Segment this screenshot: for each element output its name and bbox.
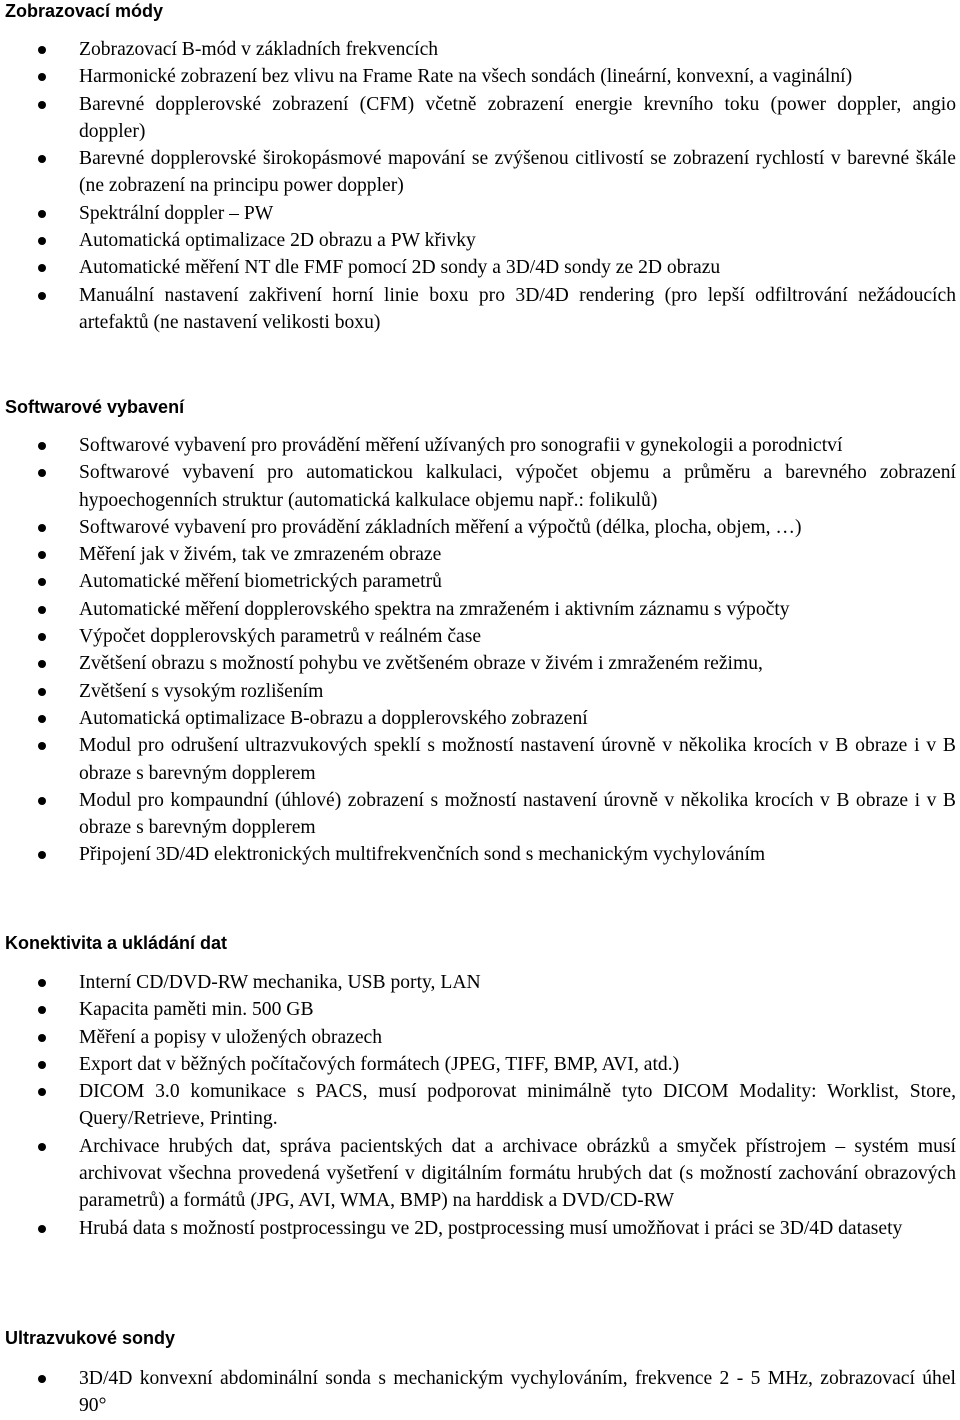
bullet-icon — [38, 660, 46, 668]
bullet-icon — [38, 688, 46, 696]
section-heading-connectivity: Konektivita a ukládání dat — [5, 933, 228, 953]
section-heading-probes: Ultrazvukové sondy — [5, 1328, 176, 1348]
list-item-text: Automatické měření biometrických parametrů — [79, 571, 442, 593]
list-item-text: Zvětšení obrazu s možností pohybu ve zvětšeném obraze v živém i zmraženém režimu, — [79, 653, 763, 675]
section-list-connectivity — [0, 969, 960, 1242]
list-item-text: Interní CD/DVD-RW mechanika, USB porty, LAN — [79, 972, 481, 993]
bullet-icon — [38, 1061, 46, 1069]
bullet-icon — [38, 210, 46, 218]
bullet-icon — [38, 797, 46, 805]
list-item-text: Automatická optimalizace B-obrazu a dopplerovského zobrazení — [79, 707, 588, 729]
bullet-icon — [38, 633, 46, 641]
bullet-icon — [38, 1143, 46, 1151]
bullet-icon — [38, 851, 46, 859]
list-item-text: Připojení 3D/4D elektronických multifrekvenčních sond s mechanickým vychylováním — [79, 844, 766, 866]
bullet-icon — [38, 578, 46, 586]
section-heading-display-modes: Zobrazovací módy — [5, 1, 164, 21]
list-item — [0, 227, 956, 254]
list-item-text: Spektrální doppler – PW — [79, 202, 274, 224]
list-item-text: Zvětšení s vysokým rozlišením — [79, 680, 324, 702]
list-item — [0, 1215, 956, 1242]
bullet-icon — [38, 524, 46, 532]
bullet-icon — [38, 1006, 46, 1014]
list-item — [0, 1051, 956, 1078]
bullet-icon — [38, 1375, 46, 1383]
bullet-icon — [38, 73, 46, 81]
bullet-icon — [38, 1034, 46, 1042]
list-item-text: 3D/4D konvexní abdominální sonda s mechanickým vychylováním, frekvence 2 - 5 MHz, zobrazovací úhel 90° — [79, 1368, 956, 1417]
list-item — [0, 63, 956, 90]
bullet-icon — [38, 551, 46, 559]
bullet-icon — [38, 469, 46, 477]
list-item — [0, 282, 956, 337]
list-item — [0, 841, 956, 868]
list-item — [0, 996, 956, 1023]
bullet-icon — [38, 1225, 46, 1233]
list-item — [0, 568, 956, 595]
list-item-text: Modul pro kompaundní (úhlové) zobrazení s možností nastavení úrovně v několika krocích v B obraze i v B obraze s barevným dopplerem — [79, 789, 956, 839]
list-item-text: Zobrazovací B-mód v základních frekvencích — [79, 39, 439, 60]
section-heading-software: Softwarové vybavení — [5, 397, 185, 417]
list-item — [0, 678, 956, 705]
list-item-text: Automatické měření NT dle FMF pomocí 2D sondy a 3D/4D sondy ze 2D obrazu — [79, 257, 721, 279]
list-item — [0, 91, 956, 146]
list-item-text: Barevné dopplerovské širokopásmové mapování se zvýšenou citlivostí se zobrazení rychlostí v barevné škále (ne zobrazení na principu power doppler) — [79, 148, 956, 197]
list-item-text: Automatická optimalizace 2D obrazu a PW křivky — [79, 230, 476, 252]
list-item-text: Softwarové vybavení pro automatickou kalkulaci, výpočet objemu a průměru a barevného zobrazení hypoechogenních struktur (automatická kalkulace objemu např.: folikulů) — [79, 462, 956, 511]
bullet-icon — [38, 155, 46, 163]
bullet-icon — [38, 742, 46, 750]
bullet-icon — [38, 237, 46, 245]
list-item-text: Softwarové vybavení pro provádění měření užívaných pro sonografii v gynekologii a porodnictví — [79, 435, 843, 456]
list-item — [0, 1024, 956, 1051]
bullet-icon — [38, 715, 46, 723]
list-item-text: Archivace hrubých dat, správa pacientských dat a archivace obrázků a smyček přístrojem – systém musí archivovat všechna provedená vyšetření v digitálním formátu hrubých dat (s možností zachování obrazových parametrů) a formátů (JPG, AVI, WMA, BMP) na harddisk a DVD/CD-RW — [79, 1135, 956, 1212]
bullet-icon — [38, 264, 46, 272]
list-item-text: Měření jak v živém, tak ve zmrazeném obraze — [79, 544, 442, 566]
list-item-text: Export dat v běžných počítačových formátech (JPEG, TIFF, BMP, AVI, atd.) — [79, 1053, 680, 1075]
list-item-text: Softwarové vybavení pro provádění základních měření a výpočtů (délka, plocha, objem, …) — [79, 516, 802, 538]
list-item-text: Hrubá data s možností postprocessingu ve 2D, postprocessing musí umožňovat i práci se 3D/4D datasety — [79, 1217, 903, 1239]
list-item — [0, 541, 956, 568]
list-item-text: Kapacita paměti min. 500 GB — [79, 999, 314, 1021]
list-item — [0, 1365, 956, 1420]
list-item-text: DICOM 3.0 komunikace s PACS, musí podporovat minimálně tyto DICOM Modality: Worklist, Store, Query/Retrieve, Printing. — [79, 1081, 956, 1130]
list-item — [0, 623, 956, 650]
bullet-icon — [38, 292, 46, 300]
list-item — [0, 459, 956, 514]
list-item — [0, 145, 956, 200]
section-list-software — [0, 432, 960, 869]
list-item — [0, 705, 956, 732]
bullet-icon — [38, 101, 46, 109]
list-item-text: Harmonické zobrazení bez vlivu na Frame Rate na všech sondách (lineární, konvexní, a vaginální) — [79, 66, 853, 88]
bullet-icon — [38, 606, 46, 614]
list-item — [0, 650, 956, 677]
bullet-icon — [38, 46, 46, 54]
list-item — [0, 200, 956, 227]
list-item — [0, 514, 956, 541]
list-item-text: Barevné dopplerovské zobrazení (CFM) včetně zobrazení energie krevního toku (power doppler, angio doppler) — [79, 93, 956, 142]
list-item — [0, 1133, 956, 1215]
list-item — [0, 787, 956, 842]
bullet-icon — [38, 442, 46, 450]
list-item — [0, 36, 956, 63]
list-item-text: Automatické měření dopplerovského spektra na zmraženém i aktivním záznamu s výpočty — [79, 598, 790, 620]
bullet-icon — [38, 979, 46, 987]
list-item — [0, 432, 956, 459]
list-item-text: Modul pro odrušení ultrazvukových speklí s možností nastavení úrovně v několika krocích v B obraze i v B obraze s barevným dopplerem — [79, 735, 956, 784]
bullet-icon — [38, 1088, 46, 1096]
list-item — [0, 1078, 956, 1133]
list-item-text: Měření a popisy v uložených obrazech — [79, 1026, 383, 1048]
list-item — [0, 596, 956, 623]
list-item — [0, 969, 956, 996]
list-item-text: Manuální nastavení zakřivení horní linie boxu pro 3D/4D rendering (pro lepší odfiltrování nežádoucích artefaktů (ne nastavení velikosti boxu) — [79, 284, 956, 333]
list-item — [0, 732, 956, 787]
section-list-display-modes — [0, 36, 960, 336]
section-list-probes — [0, 1365, 960, 1420]
list-item — [0, 254, 956, 281]
list-item-text: Výpočet dopplerovských parametrů v reálném čase — [79, 626, 482, 648]
